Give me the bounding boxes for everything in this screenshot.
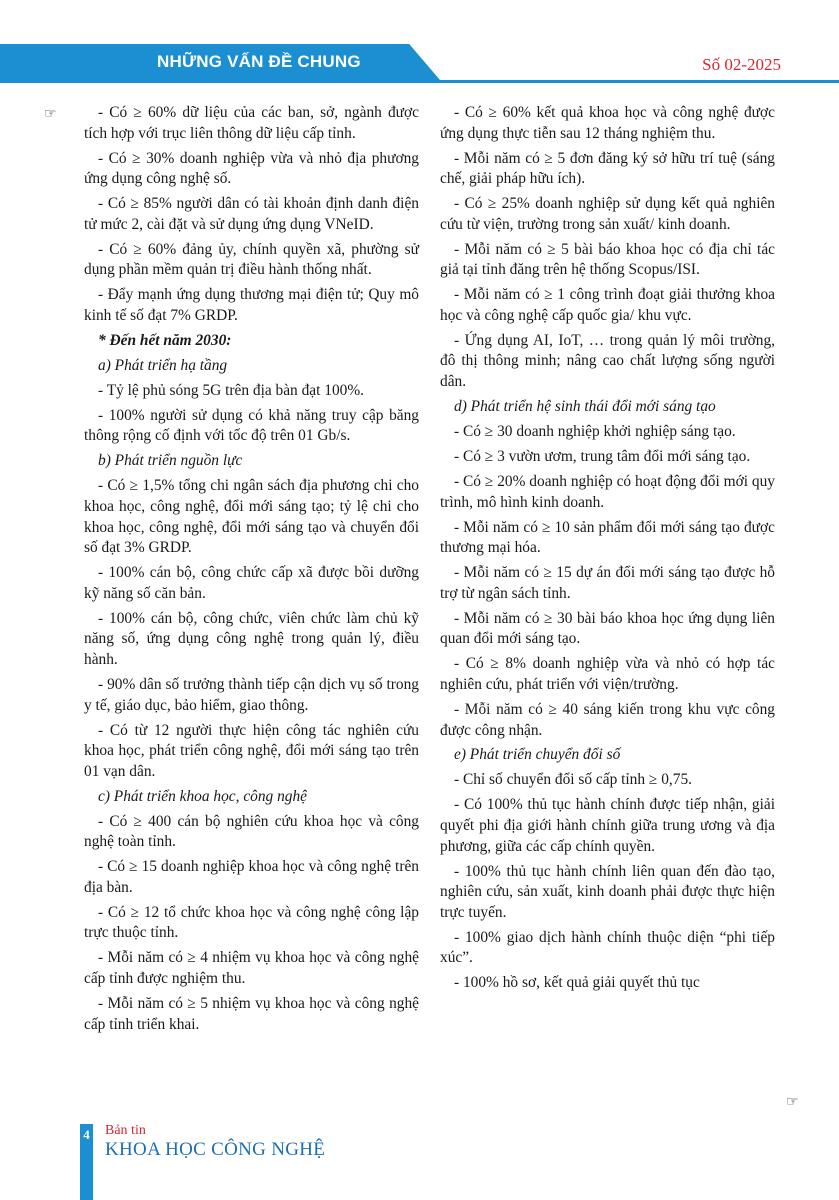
paragraph: - Mỗi năm có ≥ 5 đơn đăng ký sở hữu trí tuệ (sáng chế, giải pháp hữu ích). [440,149,775,188]
paragraph: - Có ≥ 8% doanh nghiệp vừa và nhỏ có hợp tác nghiên cứu, phát triển với viện/trường. [440,655,775,693]
paragraph: - 100% giao dịch hành chính thuộc diện “phi tiếp xúc”. [440,928,775,967]
pointing-hand-icon: ☞ [786,1094,799,1110]
paragraph: - Mỗi năm có ≥ 30 bài báo khoa học ứng dụng liên quan đổi mới sáng tạo. [440,609,775,648]
publication-label-small: Bản tin [105,1123,146,1138]
paragraph: - Mỗi năm có ≥ 5 nhiệm vụ khoa học và công nghệ cấp tỉnh triển khai. [84,994,419,1033]
paragraph: - Đẩy mạnh ứng dụng thương mại điện tử; Quy mô kinh tế số đạt 7% GRDP. [84,286,419,324]
section-heading: a) Phát triển hạ tầng [98,356,228,374]
section-heading: e) Phát triển chuyển đổi số [454,746,621,764]
issue-number: Số 02-2025 [702,55,781,74]
paragraph: - Có 100% thủ tục hành chính được tiếp nhận, giải quyết phi địa giới hành chính giữa trung ương và địa phương, giữa các cấp chính quyền. [440,796,775,855]
right-column [440,103,775,998]
paragraph: - Có ≥ 12 tổ chức khoa học và công nghệ công lập trực thuộc tỉnh. [84,903,419,942]
paragraph: - 100% thủ tục hành chính liên quan đến đào tạo, nghiên cứu, sản xuất, kinh doanh phải được thực hiện trực tuyến. [440,862,775,921]
paragraph: - Mỗi năm có ≥ 15 dự án đổi mới sáng tạo được hỗ trợ từ ngân sách tỉnh. [440,564,775,602]
section-heading: b) Phát triển nguồn lực [98,452,243,470]
paragraph: - Có ≥ 60% dữ liệu của các ban, sở, ngành được tích hợp với trục liên thông dữ liệu cấp tỉnh. [84,104,419,142]
paragraph: - 100% hồ sơ, kết quả giải quyết thủ tục [454,974,700,992]
paragraph: - Có từ 12 người thực hiện công tác nghiên cứu khoa học, phát triển công nghệ, đổi mới sáng tạo trên 01 vạn dân. [84,721,419,780]
pointing-hand-icon: ☞ [44,106,57,122]
page-number: 4 [83,1127,90,1142]
paragraph: - Chỉ số chuyển đổi số cấp tỉnh ≥ 0,75. [454,771,692,789]
paragraph: - Mỗi năm có ≥ 1 công trình đoạt giải thưởng khoa học và công nghệ cấp quốc gia/ khu vực. [440,286,775,324]
paragraph: - Có ≥ 1,5% tổng chi ngân sách địa phương chi cho khoa học, công nghệ, đổi mới sáng tạo; tỷ lệ chi cho khoa học, công nghệ, đổi mới sáng tạo và chuyển đổi số đạt 3% GRDP. [84,477,419,557]
section-heading: * Đến hết năm 2030: [98,331,232,349]
section-title: NHỮNG VẤN ĐỀ CHUNG [157,52,361,71]
paragraph: - Có ≥ 25% doanh nghiệp sử dụng kết quả nghiên cứu từ viện, trường trong sản xuất/ kinh doanh. [440,195,775,233]
paragraph: - Có ≥ 85% người dân có tài khoản định danh điện tử mức 2, cài đặt và sử dụng ứng dụng VNeID. [84,195,419,233]
paragraph: - Có ≥ 60% kết quả khoa học và công nghệ được ứng dụng thực tiễn sau 12 tháng nghiệm thu. [440,104,775,142]
paragraph: - Tỷ lệ phủ sóng 5G trên địa bàn đạt 100%. [98,381,365,399]
paragraph: - Mỗi năm có ≥ 4 nhiệm vụ khoa học và công nghệ cấp tỉnh được nghiệm thu. [84,949,419,987]
paragraph: - Có ≥ 400 cán bộ nghiên cứu khoa học và công nghệ toàn tỉnh. [84,812,419,851]
paragraph: - Ứng dụng AI, IoT, … trong quản lý môi trường, đô thị thông minh; nâng cao chất lượng sống người dân. [440,331,775,391]
paragraph: - 100% cán bộ, công chức, viên chức làm chủ kỹ năng số, ứng dụng công nghệ trong quản lý, điều hành. [84,609,419,668]
paragraph: - Có ≥ 30 doanh nghiệp khởi nghiệp sáng tạo. [454,423,736,441]
section-heading: c) Phát triển khoa học, công nghệ [98,787,307,805]
paragraph: - Có ≥ 60% đảng ủy, chính quyền xã, phường sử dụng phần mềm quản trị điều hành thống nhất. [84,240,419,279]
paragraph: - 100% cán bộ, công chức cấp xã được bồi dưỡng kỹ năng số căn bản. [84,564,419,602]
paragraph: - Mỗi năm có ≥ 5 bài báo khoa học có địa chỉ tác giả tại tỉnh đăng trên hệ thống Scopus/ISI. [440,240,775,279]
paragraph: - Có ≥ 15 doanh nghiệp khoa học và công nghệ trên địa bàn. [84,858,419,896]
paragraph: - Có ≥ 3 vườn ươm, trung tâm đổi mới sáng tạo. [454,448,751,466]
publication-label-large: KHOA HỌC CÔNG NGHỆ [105,1139,326,1160]
paragraph: - Có ≥ 20% doanh nghiệp có hoạt động đổi mới quy trình, mô hình kinh doanh. [440,473,775,511]
section-heading: d) Phát triển hệ sinh thái đổi mới sáng tạo [454,398,716,416]
paragraph: - Có ≥ 30% doanh nghiệp vừa và nhỏ địa phương ứng dụng công nghệ số. [84,149,419,188]
paragraph: - Mỗi năm có ≥ 40 sáng kiến trong khu vực công được công nhận. [440,700,775,739]
paragraph: - 90% dân số trưởng thành tiếp cận dịch vụ số trong y tế, giáo dục, bảo hiểm, giao thông. [84,675,419,714]
left-column [84,103,419,1040]
paragraph: - 100% người sử dụng có khả năng truy cập băng thông rộng cố định với tốc độ trên 01 Gb/s. [84,406,419,445]
header-rule [0,80,839,83]
paragraph: - Mỗi năm có ≥ 10 sản phẩm đổi mới sáng tạo được thương mại hóa. [440,518,775,557]
